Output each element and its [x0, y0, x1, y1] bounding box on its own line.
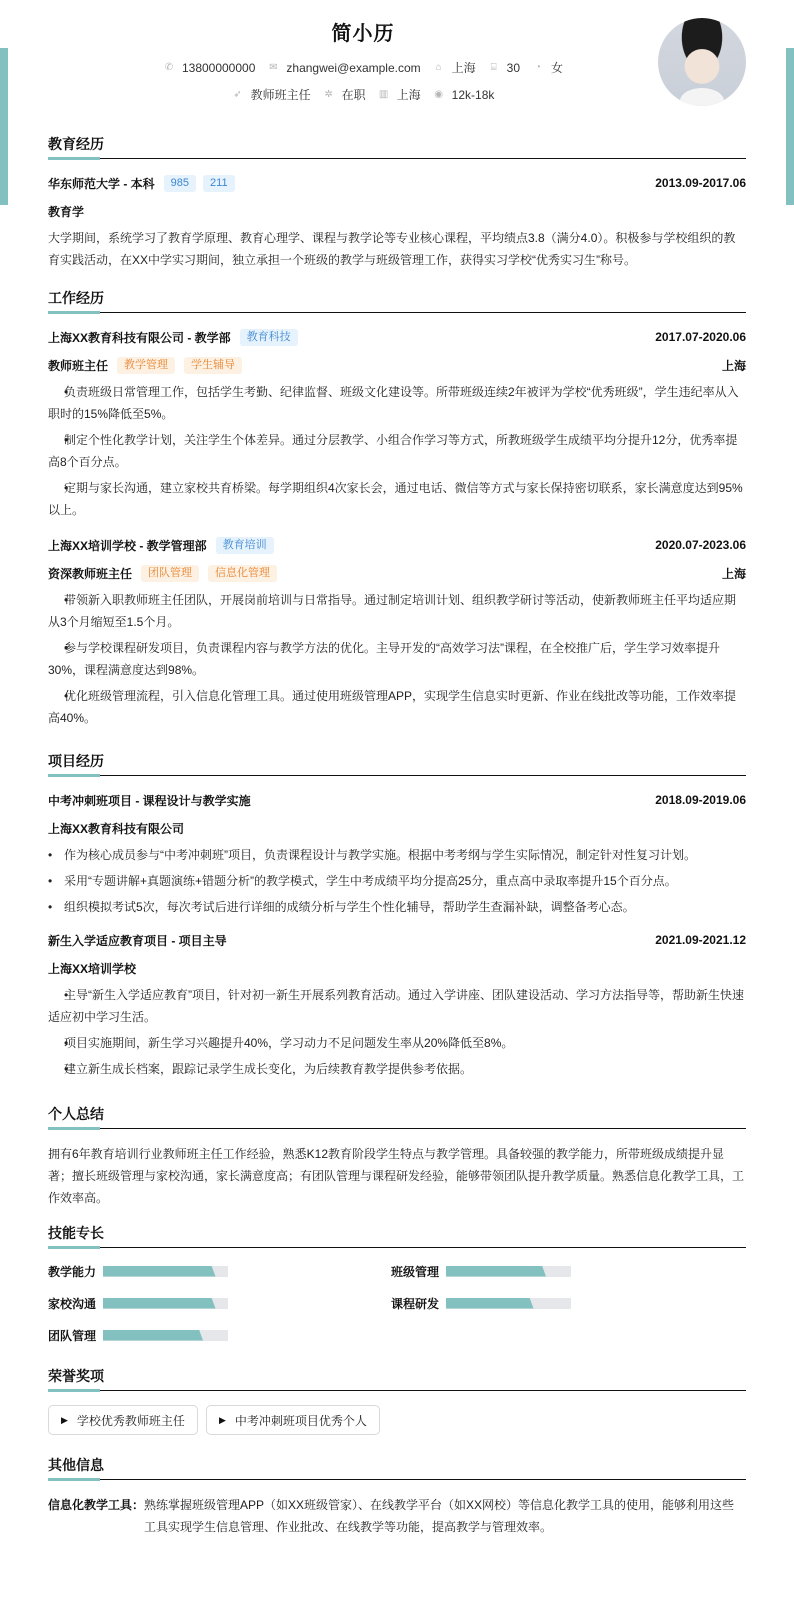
honor-label: 学校优秀教师班主任 — [76, 1413, 185, 1428]
mail-icon: ✉ — [269, 62, 278, 73]
section-title-skills: 技能专长 — [48, 1223, 746, 1248]
project-period: 2018.09-2019.06 — [655, 793, 746, 807]
work-bullet: • 优化班级管理流程，引入信息化管理工具。通过使用班级管理APP，实现学生信息实时更新、作业在线批改等功能，工作效率提高40%。 — [48, 685, 746, 729]
target-city-text: 上海 — [396, 88, 421, 102]
age-info — [488, 61, 520, 75]
resume-header — [48, 0, 746, 130]
other-info-item — [48, 1494, 746, 1538]
gender-icon: ◔ — [534, 62, 542, 73]
work-location: 上海 — [721, 566, 746, 581]
project-bullets — [48, 844, 746, 918]
honors-list — [48, 1405, 746, 1435]
skill-item — [391, 1262, 734, 1280]
email-text: zhangwei@example.com — [286, 60, 421, 75]
avatar-shirt — [680, 88, 724, 106]
skill-bar-fill — [103, 1330, 203, 1341]
role-tag: 团队管理 — [141, 565, 199, 582]
industry-tag: 教育科技 — [240, 329, 298, 346]
project-period: 2021.09-2021.12 — [655, 933, 746, 947]
education-section — [48, 134, 746, 271]
employment-status-text: 在职 — [341, 88, 366, 102]
building-icon: ▥ — [378, 89, 389, 100]
project-bullet: • 项目实施期间，新生学习兴趣提升40%，学习动力不足问题发生率从20%降低至8%。 — [48, 1032, 746, 1054]
education-period: 2013.09-2017.06 — [655, 176, 746, 190]
project-name: 新生入学适应教育项目 - 项目主导 — [48, 933, 227, 948]
employment-status-info — [323, 86, 366, 103]
status-icon: ✲ — [324, 89, 333, 100]
send-icon: ➶ — [233, 89, 242, 100]
gender-info — [532, 59, 563, 76]
company-name: 上海XX培训学校 - 教学管理部 — [48, 538, 207, 553]
skill-bar — [103, 1330, 228, 1341]
job-role: 资深教师班主任 — [48, 566, 133, 581]
projects-section — [48, 751, 746, 1080]
work-entry — [48, 535, 746, 729]
section-title-other: 其他信息 — [48, 1455, 746, 1480]
skill-label: 团队管理 — [48, 1328, 97, 1343]
work-bullets — [48, 381, 746, 521]
section-title-honors: 荣誉奖项 — [48, 1366, 746, 1391]
skill-bar — [103, 1266, 228, 1277]
project-org: 上海XX培训学校 — [48, 961, 137, 976]
section-title-summary: 个人总结 — [48, 1104, 746, 1129]
work-bullet: • 负责班级日常管理工作，包括学生考勤、纪律监督、班级文化建设等。所带班级连续2年被评为学校“优秀班级”，学生违纪率从入职时的15%降低至5%。 — [48, 381, 746, 425]
role-tag: 信息化管理 — [208, 565, 277, 582]
skill-bar-fill — [446, 1266, 546, 1277]
major: 教育学 — [48, 204, 85, 219]
phone-icon: ✆ — [164, 62, 174, 73]
skills-section — [48, 1223, 746, 1344]
skill-label: 课程研发 — [391, 1296, 440, 1311]
project-entry — [48, 790, 746, 918]
residence-text: 上海 — [451, 61, 476, 75]
skill-bar-fill — [446, 1298, 534, 1309]
residence-info — [433, 59, 476, 76]
education-description: 大学期间，系统学习了教育学原理、教育心理学、课程与教学论等专业核心课程，平均绩点3.8（满分4.0）。积极参与学校组织的教育实践活动，在XX中学实习期间，独立承担一个班级的教学与班级管理工作，获得实习学校“优秀实习生”称号。 — [48, 231, 736, 267]
triangle-right-icon: ▶ — [218, 1414, 226, 1425]
age-icon: ⌸ — [490, 62, 497, 73]
project-bullet: • 主导“新生入学适应教育”项目，针对初一新生开展系列教育活动。通过入学讲座、团队建设活动、学习方法指导等，帮助新生快速适应初中学习生活。 — [48, 984, 746, 1028]
school-tag-985: 985 — [164, 175, 196, 192]
phone-info — [163, 61, 255, 75]
skill-label: 教学能力 — [48, 1264, 97, 1279]
project-org: 上海XX教育科技有限公司 — [48, 821, 185, 836]
industry-tag: 教育培训 — [216, 537, 274, 554]
work-section — [48, 288, 746, 729]
work-location: 上海 — [721, 358, 746, 373]
other-info-key: 信息化教学工具： — [48, 1498, 145, 1512]
skill-item — [48, 1262, 391, 1280]
skill-bar — [446, 1266, 571, 1277]
work-bullet: • 参与学校课程研发项目，负责课程内容与教学方法的优化。主导开发的“高效学习法”课程，在全校推广后，学生学习效率提升30%，课程满意度达到98%。 — [48, 637, 746, 681]
summary-text: 拥有6年教育培训行业教师班主任工作经验，熟悉K12教育阶段学生特点与教学管理。具备较强的教学能力，所带班级成绩提升显著；擅长班级管理与家校沟通，家长满意度高；有团队管理与课程研发经验，能够带领团队提升教学质量。熟悉信息化教学工具，工作效率高。 — [48, 1147, 745, 1205]
email-info — [267, 61, 420, 75]
target-position-info — [232, 86, 311, 103]
skill-item — [391, 1294, 734, 1312]
school-name: 华东师范大学 - 本科 — [48, 176, 155, 191]
salary-icon: ◉ — [434, 89, 444, 100]
project-name: 中考冲刺班项目 - 课程设计与教学实施 — [48, 793, 251, 808]
project-bullet: • 建立新生成长档案，跟踪记录学生成长变化，为后续教育教学提供参考依据。 — [48, 1058, 746, 1080]
school-tag-211: 211 — [203, 175, 235, 192]
honor-chip — [206, 1405, 380, 1435]
skill-bar — [446, 1298, 571, 1309]
project-entry — [48, 930, 746, 1080]
project-bullet: • 组织模拟考试5次，每次考试后进行详细的成绩分析与学生个性化辅导，帮助学生查漏补缺，调整备考心态。 — [48, 896, 746, 918]
honors-section — [48, 1366, 746, 1435]
skill-item — [48, 1294, 391, 1312]
section-title-projects: 项目经历 — [48, 751, 746, 776]
work-entry — [48, 327, 746, 521]
project-bullets — [48, 984, 746, 1080]
project-bullet: • 采用“专题讲解+真题演练+错题分析”的教学模式，学生中考成绩平均分提高25分，重点高中录取率提升15个百分点。 — [48, 870, 746, 892]
expected-salary-text: 12k-18k — [451, 87, 495, 102]
company-name: 上海XX教育科技有限公司 - 教学部 — [48, 330, 231, 345]
honor-chip — [48, 1405, 198, 1435]
education-entry-head — [48, 173, 746, 193]
skills-grid — [48, 1262, 746, 1344]
skill-label: 家校沟通 — [48, 1296, 97, 1311]
gender-text: 女 — [551, 61, 564, 75]
job-role: 教师班主任 — [48, 358, 109, 373]
section-title-work: 工作经历 — [48, 288, 746, 313]
work-period: 2017.07-2020.06 — [655, 330, 746, 344]
summary-section — [48, 1104, 746, 1209]
skill-label: 班级管理 — [391, 1264, 440, 1279]
work-period: 2020.07-2023.06 — [655, 538, 746, 552]
honor-label: 中考冲刺班项目优秀个人 — [234, 1413, 367, 1428]
home-icon: ⌂ — [435, 62, 442, 73]
work-bullet: • 定期与家长沟通，建立家校共育桥梁。每学期组织4次家长会，通过电话、微信等方式与家长保持密切联系，家长满意度达到95%以上。 — [48, 477, 746, 521]
work-bullet: • 带领新入职教师班主任团队，开展岗前培训与日常指导。通过制定培训计划、组织教学研讨等活动，使新教师班主任平均适应期从3个月缩短至1.5个月。 — [48, 589, 746, 633]
skill-item — [48, 1326, 391, 1344]
job-intent-row — [48, 86, 678, 103]
phone-text: 13800000000 — [181, 60, 256, 75]
age-text: 30 — [506, 60, 521, 75]
skill-bar-fill — [103, 1266, 216, 1277]
work-bullet: • 制定个性化教学计划，关注学生个体差异。通过分层教学、小组合作学习等方式，所教班级学生成绩平均分提升12分，优秀率提高8个百分点。 — [48, 429, 746, 473]
work-bullets — [48, 589, 746, 729]
expected-salary-info — [433, 88, 495, 102]
triangle-right-icon: ▶ — [61, 1414, 68, 1425]
skill-bar-fill — [103, 1298, 216, 1309]
role-tag: 教学管理 — [117, 357, 175, 374]
project-bullet: • 作为核心成员参与“中考冲刺班”项目，负责课程设计与教学实施。根据中考考纲与学生实际情况，制定针对性复习计划。 — [48, 844, 746, 866]
target-position-text: 教师班主任 — [250, 88, 311, 102]
role-tag: 学生辅导 — [184, 357, 242, 374]
contact-row — [48, 59, 678, 76]
target-city-info — [378, 86, 421, 103]
avatar — [658, 18, 746, 106]
education-entry — [48, 173, 746, 271]
other-info-value: 熟练掌握班级管理APP（如XX班级管家）、在线教学平台（如XX网校）等信息化教学工具的使用，能够利用这些工具实现学生信息管理、作业批改、在线教学等功能，提高教学与管理效率。 — [144, 1498, 735, 1534]
candidate-name: 简小历 — [331, 23, 395, 45]
other-section — [48, 1455, 746, 1538]
section-title-education: 教育经历 — [48, 134, 746, 159]
skill-bar — [103, 1298, 228, 1309]
